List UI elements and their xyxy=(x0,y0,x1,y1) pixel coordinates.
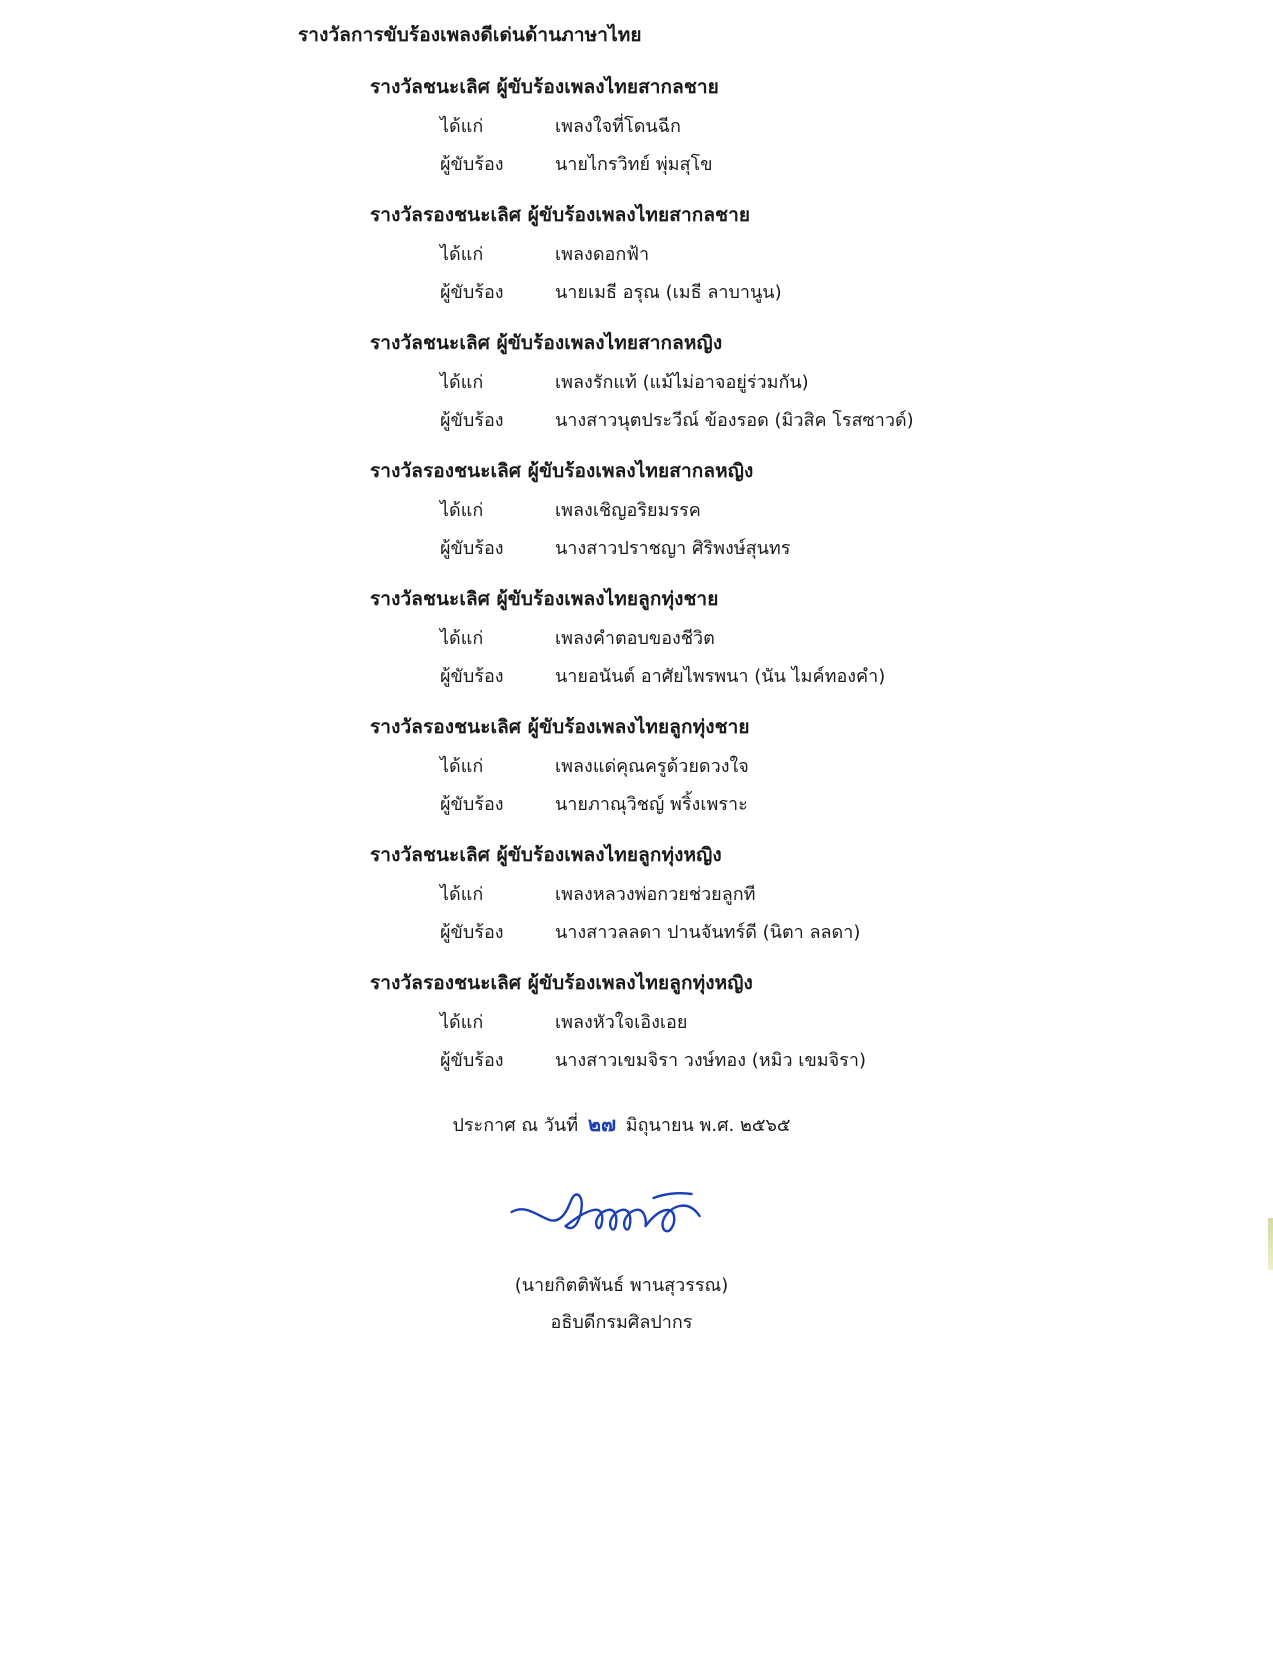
award-song-row xyxy=(60,1007,1213,1036)
singer-value: นางสาวนุตประวีณ์ ข้องรอด (มิวสิค โรสซาวด์) xyxy=(555,410,914,431)
song-label: ได้แก่ xyxy=(440,756,484,777)
award-singer-row xyxy=(60,149,1213,178)
award-singer-row xyxy=(60,789,1213,818)
award-song-row xyxy=(60,495,1213,524)
singer-label: ผู้ขับร้อง xyxy=(440,794,504,815)
award-heading: รางวัลชนะเลิศ ผู้ขับร้องเพลงไทยสากลชาย xyxy=(370,76,719,98)
award-singer-row xyxy=(60,917,1213,946)
singer-value: นายไกรวิทย์ พุ่มสุโข xyxy=(555,154,713,175)
singer-label: ผู้ขับร้อง xyxy=(440,282,504,303)
singer-label: ผู้ขับร้อง xyxy=(440,666,504,687)
song-label: ได้แก่ xyxy=(440,1012,484,1033)
award-song-row xyxy=(60,367,1213,396)
award-singer-row xyxy=(60,661,1213,690)
award-block xyxy=(60,968,1213,1074)
award-block xyxy=(60,200,1213,306)
award-singer-row xyxy=(60,533,1213,562)
award-song-row xyxy=(60,751,1213,780)
singer-value: นางสาวลลดา ปานจันทร์ดี (นิตา ลลดา) xyxy=(555,922,861,943)
award-heading: รางวัลรองชนะเลิศ ผู้ขับร้องเพลงไทยลูกทุ่งชาย xyxy=(370,716,750,738)
announcement-line xyxy=(60,1108,1213,1140)
award-song-row xyxy=(60,239,1213,268)
song-value: เพลงหัวใจเอิงเอย xyxy=(555,1012,688,1033)
song-label: ได้แก่ xyxy=(440,244,484,265)
singer-label: ผู้ขับร้อง xyxy=(440,1050,504,1071)
award-block xyxy=(60,584,1213,690)
award-heading: รางวัลรองชนะเลิศ ผู้ขับร้องเพลงไทยลูกทุ่งหญิง xyxy=(370,972,753,994)
song-label: ได้แก่ xyxy=(440,500,484,521)
award-heading: รางวัลชนะเลิศ ผู้ขับร้องเพลงไทยสากลหญิง xyxy=(370,332,723,354)
award-song-row xyxy=(60,111,1213,140)
song-value: เพลงแด่คุณครูด้วยดวงใจ xyxy=(555,756,749,777)
award-song-row xyxy=(60,623,1213,652)
award-heading: รางวัลชนะเลิศ ผู้ขับร้องเพลงไทยลูกทุ่งหญิง xyxy=(370,844,722,866)
singer-label: ผู้ขับร้อง xyxy=(440,922,504,943)
announcement-day: ๒๗ xyxy=(587,1112,617,1136)
award-block xyxy=(60,712,1213,818)
award-heading: รางวัลรองชนะเลิศ ผู้ขับร้องเพลงไทยสากลชาย xyxy=(370,204,751,226)
singer-label: ผู้ขับร้อง xyxy=(440,410,504,431)
award-block xyxy=(60,456,1213,562)
song-value: เพลงดอกฟ้า xyxy=(555,244,650,265)
singer-value: นางสาวปราชญา ศิริพงษ์สุนทร xyxy=(555,538,791,559)
award-block xyxy=(60,72,1213,178)
song-value: เพลงหลวงพ่อกวยช่วยลูกที xyxy=(555,884,756,905)
announcement-prefix: ประกาศ ณ วันที่ xyxy=(452,1115,579,1136)
announcement-suffix: มิถุนายน พ.ศ. ๒๕๖๕ xyxy=(625,1115,791,1136)
award-heading: รางวัลชนะเลิศ ผู้ขับร้องเพลงไทยลูกทุ่งชาย xyxy=(370,588,719,610)
signature-area xyxy=(60,1176,1213,1268)
song-value: เพลงคำตอบของชีวิต xyxy=(555,628,715,649)
award-song-row xyxy=(60,879,1213,908)
page-title: รางวัลการขับร้องเพลงดีเด่นด้านภาษาไทย xyxy=(298,24,642,46)
award-block xyxy=(60,328,1213,434)
singer-label: ผู้ขับร้อง xyxy=(440,154,504,175)
song-value: เพลงเชิญอริยมรรค xyxy=(555,500,701,521)
signer-block xyxy=(60,1270,1213,1336)
singer-value: นางสาวเขมจิรา วงษ์ทอง (หมิว เขมจิรา) xyxy=(555,1050,866,1071)
signer-name: (นายกิตติพันธ์ พานสุวรรณ) xyxy=(514,1275,729,1296)
song-value: เพลงใจที่โดนฉีก xyxy=(555,116,681,137)
award-heading: รางวัลรองชนะเลิศ ผู้ขับร้องเพลงไทยสากลหญิง xyxy=(370,460,754,482)
song-label: ได้แก่ xyxy=(440,372,484,393)
page-edge-artifact xyxy=(1268,1218,1273,1270)
singer-label: ผู้ขับร้อง xyxy=(440,538,504,559)
singer-value: นายเมธี อรุณ (เมธี ลาบานูน) xyxy=(555,282,782,303)
song-label: ได้แก่ xyxy=(440,628,484,649)
song-label: ได้แก่ xyxy=(440,884,484,905)
singer-value: นายภาณุวิชญ์ พริ้งเพราะ xyxy=(555,794,748,815)
song-label: ได้แก่ xyxy=(440,116,484,137)
singer-value: นายอนันต์ อาศัยไพรพนา (นัน ไมค์ทองคำ) xyxy=(555,666,886,687)
signature-mark xyxy=(503,1176,733,1256)
award-singer-row xyxy=(60,277,1213,306)
award-block xyxy=(60,840,1213,946)
award-singer-row xyxy=(60,1045,1213,1074)
signer-position: อธิบดีกรมศิลปากร xyxy=(550,1312,693,1333)
award-singer-row xyxy=(60,405,1213,434)
song-value: เพลงรักแท้ (แม้ไม่อาจอยู่ร่วมกัน) xyxy=(555,372,809,393)
